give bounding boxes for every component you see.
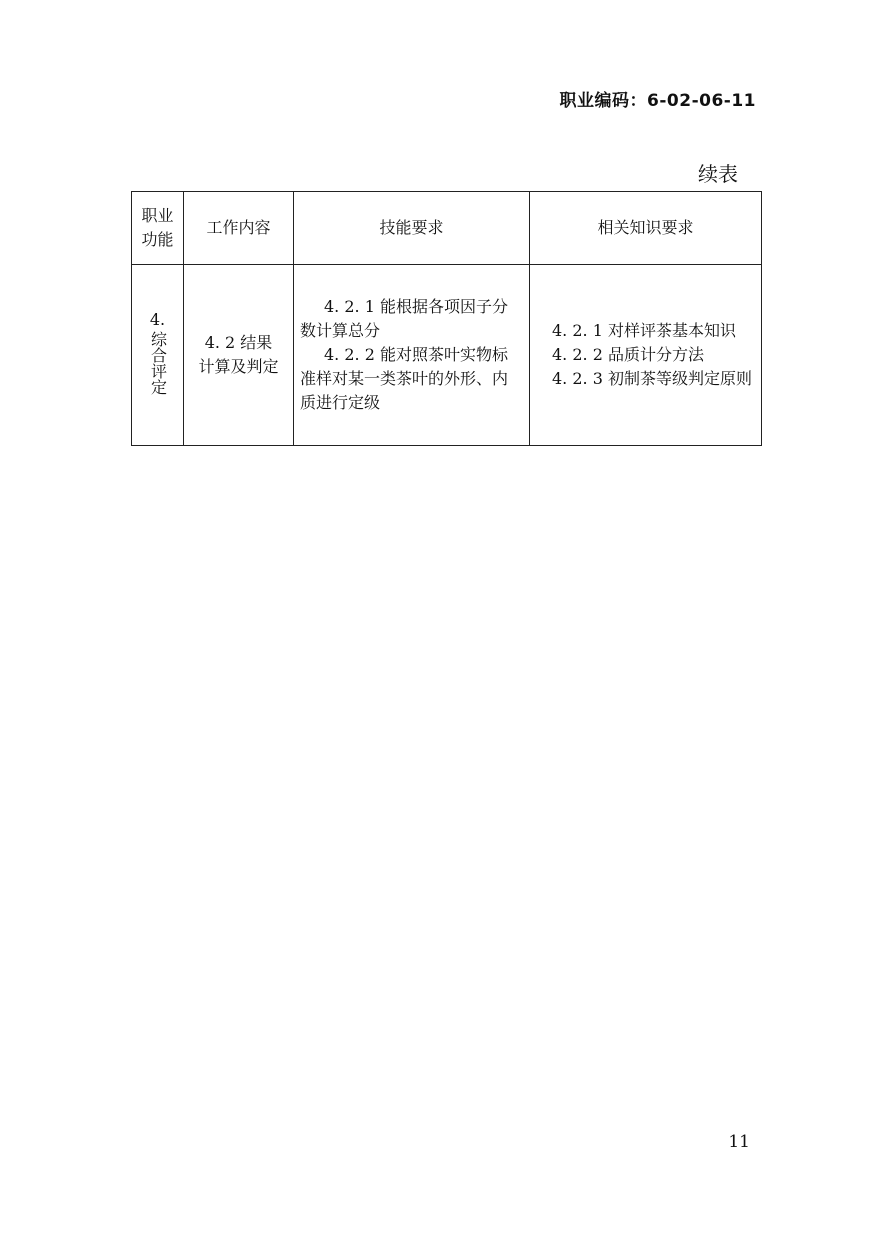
- function-number: 4.: [149, 309, 166, 329]
- header-function: [132, 192, 184, 265]
- page-number: 11: [728, 1132, 750, 1152]
- function-cell: [132, 265, 184, 446]
- header-knowledge-requirements: 相关知识要求: [530, 192, 762, 265]
- occupation-code: 职业编码：6-02-06-11: [559, 91, 756, 111]
- header-function-line1: 职业: [141, 206, 174, 225]
- header-work-content: 工作内容: [184, 192, 294, 265]
- table-row: [132, 265, 762, 446]
- table-continued-label: 续表: [698, 162, 738, 186]
- knowledge-item: 4. 2. 1 对样评茶基本知识: [552, 321, 736, 340]
- knowledge-item: 4. 2. 3 初制茶等级判定原则: [552, 369, 752, 388]
- knowledge-requirements-cell: [530, 265, 762, 446]
- header-skill-requirements: 技能要求: [294, 192, 530, 265]
- header-function-line2: 功能: [141, 230, 174, 249]
- work-content-line1: 4. 2 结果: [204, 333, 273, 352]
- skill-requirements-cell: [294, 265, 530, 446]
- work-content-line2: 计算及判定: [198, 357, 279, 376]
- knowledge-item: 4. 2. 2 品质计分方法: [552, 345, 704, 364]
- function-name: 综合评定: [148, 330, 168, 395]
- skill-item: 4. 2. 2 能对照茶叶实物标准样对某一类茶叶的外形、内质进行定级: [300, 345, 509, 412]
- table-header-row: [132, 192, 762, 265]
- requirements-table: [131, 191, 762, 446]
- skill-item: 4. 2. 1 能根据各项因子分数计算总分: [300, 297, 508, 340]
- work-content-cell: [184, 265, 294, 446]
